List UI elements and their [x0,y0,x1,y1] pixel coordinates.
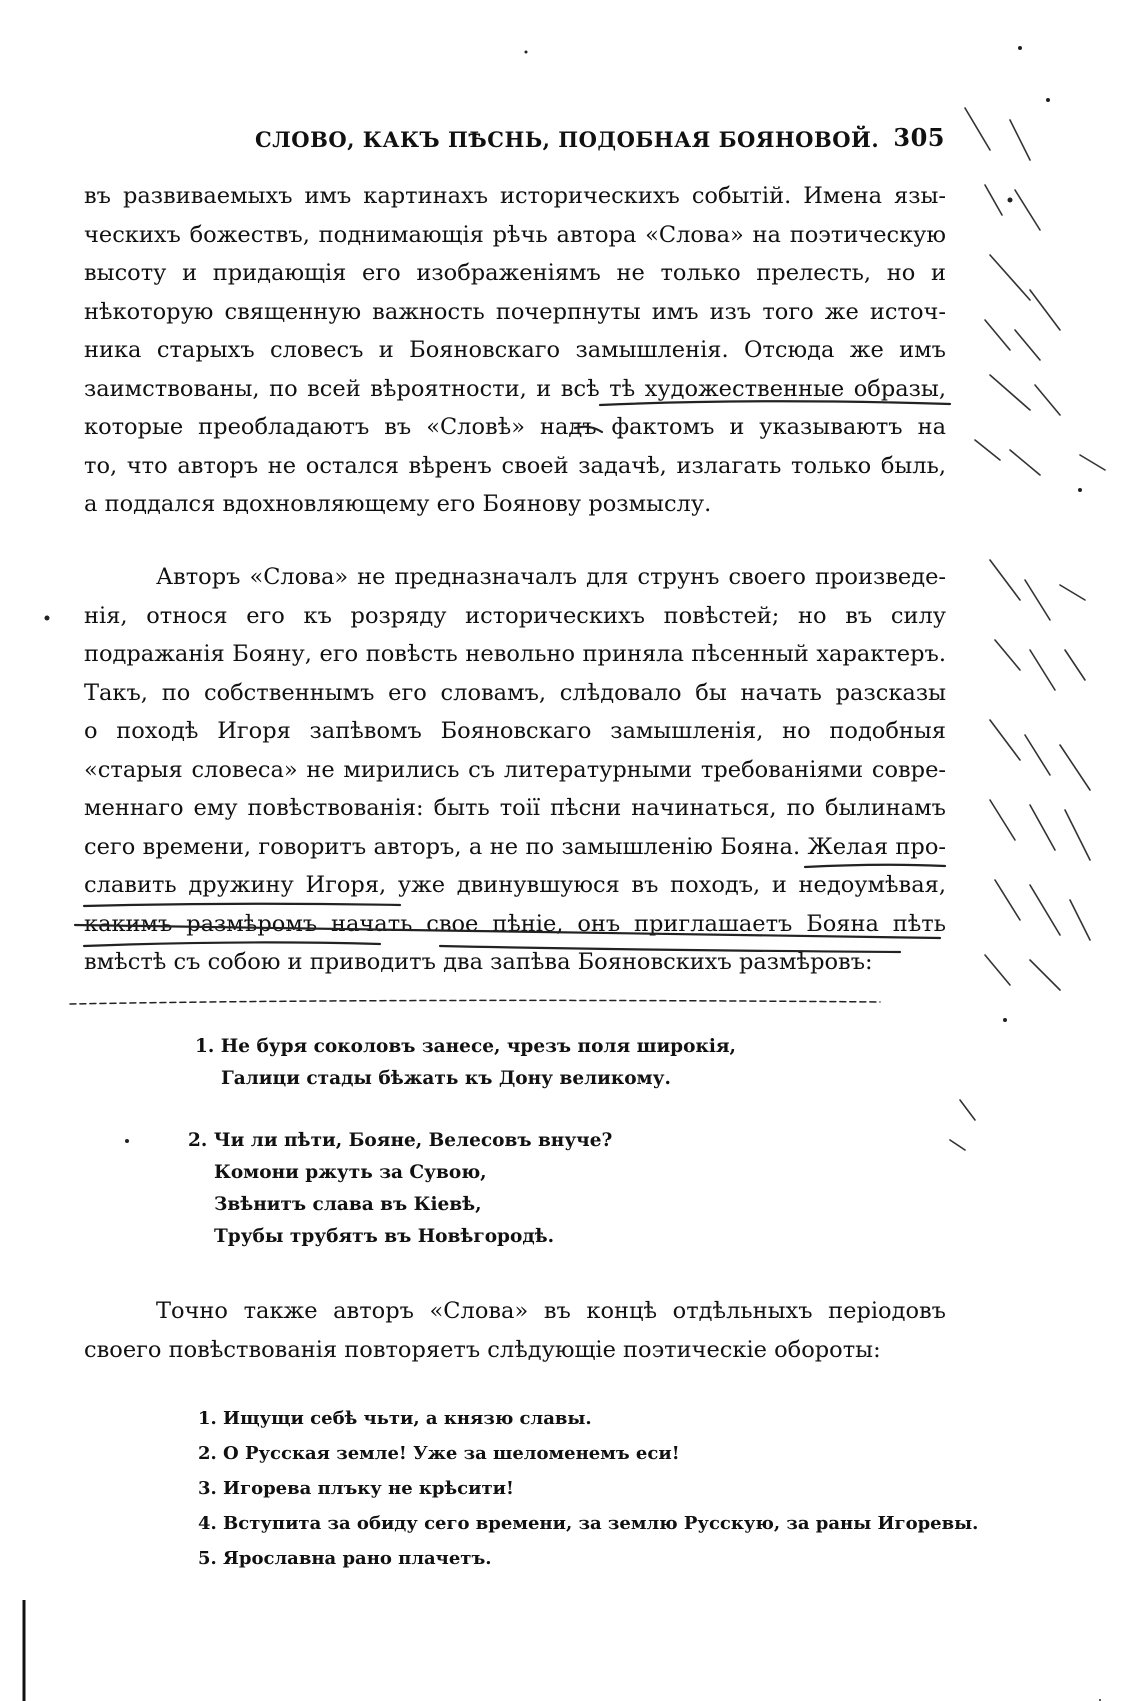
text-line: вмѣстѣ съ собою и приводитъ два запѣва Бояновскихъ размѣровъ: [84,949,873,975]
verse-quote-1 [195,1031,736,1095]
verse-line: 2. Чи ли пѣти, Бояне, Велесовъ внуче? [188,1130,613,1151]
text-line: ника старыхъ словесъ и Бояновскаго замышленія. Отсюда же имъ [84,337,946,363]
text-line: славить дружину Игоря, уже двинувшуюся въ походъ, и недоумѣвая, [84,872,946,898]
refrain-list [198,1401,978,1576]
list-item: 5. Ярославна рано плачетъ. [198,1548,492,1569]
list-item: 2. О Русская земле! Уже за шеломенемъ еси! [198,1443,680,1464]
text-line: въ развиваемыхъ имъ картинахъ историческихъ событій. Имена язы- [84,183,946,209]
list-item: 3. Игорева плъку не крѣсити! [198,1478,514,1499]
text-line: о походѣ Игоря запѣвомъ Бояновскаго замышленія, но подобныя [84,718,946,744]
verse-line: Трубы трубятъ въ Новѣгородѣ. [214,1226,555,1247]
text-line: нѣкоторую священную важность почерпнуты имъ изъ того же источ- [84,298,946,325]
list-item: 4. Вступита за обиду сего времени, за землю Русскую, за раны Игоревы. [198,1513,979,1534]
text-line: подражанія Бояну, его повѣсть невольно приняла пѣсенный характеръ. [84,641,946,667]
text-line: «старыя словеса» не мирились съ литературными требованіями совре- [84,756,946,783]
text-line: то, что авторъ не остался вѣренъ своей задачѣ, излагать только быль, [84,452,946,479]
text-line: сего времени, говоритъ авторъ, а не по замышленію Бояна. Желая про- [84,833,946,860]
verse-line: Комони ржуть за Сувою, [214,1162,487,1183]
text-line: Авторъ «Слова» не предназначалъ для струнъ своего произведе- [156,564,946,590]
paragraph-2 [84,558,946,982]
underline-mark [70,1000,880,1004]
text-line: заимствованы, по всей вѣроятности, и всѣ тѣ художественные образы, [84,375,946,402]
text-line: Такъ, по собственнымъ его словамъ, слѣдовало бы начать разсказы [84,679,946,706]
text-line: которые преобладаютъ въ «Словѣ» надъ фактомъ и указываютъ на [84,414,946,440]
text-line: ческихъ божествъ, поднимающія рѣчь автора «Слова» на поэтическую [84,221,946,248]
verse-quote-2 [188,1125,612,1253]
running-title: СЛОВО, КАКЪ ПѢСНЬ, ПОДОБНАЯ БОЯНОВОЙ. [255,127,880,152]
page-number: 305 [893,123,945,152]
text-line: а поддался вдохновляющему его Боянову розмыслу. [84,491,712,517]
text-line: меннаго ему повѣствованія: быть тоії пѣсни начинаться, по былинамъ [84,795,946,821]
text-line: Точно также авторъ «Слова» въ концѣ отдѣльныхъ періодовъ [156,1298,946,1324]
page-header [255,123,945,155]
text-line: какимъ размѣромъ начать свое пѣніе, онъ приглашаетъ Бояна пѣть [84,910,946,937]
verse-line: Звѣнитъ слава въ Кіевѣ, [214,1194,482,1215]
paragraph-3 [84,1292,946,1369]
verse-line: Галици стады бѣжать къ Дону великому. [221,1068,671,1089]
text-line: высоту и придающія его изображеніямъ не только прелесть, но и [84,260,946,286]
margin-specks [950,108,1105,1150]
list-item: 1. Ищущи себѣ чьти, а князю славы. [198,1408,592,1429]
paragraph-1 [84,177,946,524]
verse-line: 1. Не буря соколовъ занесе, чрезъ поля широкія, [195,1036,736,1057]
text-line: нія, относя его къ розряду историческихъ повѣстей; но въ силу [84,602,946,629]
text-line: своего повѣствованія повторяетъ слѣдующіе поэтическіе обороты: [84,1336,881,1363]
